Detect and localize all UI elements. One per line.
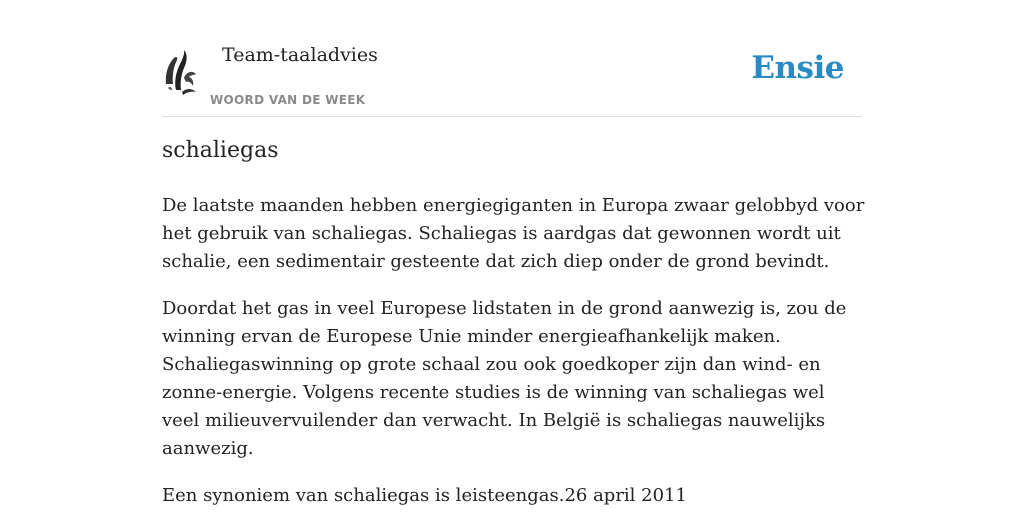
paragraph: De laatste maanden hebben energiegiganten in Europa zwaar gelobbyd voor het gebruik van schaliegas. Schaliegas is aardgas dat gewonnen wordt uit schalie, een sedimentair gesteente dat zich diep onder de grond bevindt. <box>162 195 865 272</box>
brand-name: Team-taaladvies <box>222 44 378 66</box>
synonym-line <box>162 482 867 510</box>
ensie-logo[interactable]: Ensie <box>751 50 844 86</box>
flemish-lion-logo-icon <box>162 48 198 96</box>
section-kicker: WOORD VAN DE WEEK <box>210 93 366 107</box>
paragraph: Doordat het gas in veel Europese lidstaten in de grond aanwezig is, zou de winning ervan de Europese Unie minder energieafhankelijk maken. Schaliegaswinning op grote schaal zou ook goedkoper zijn dan wind- en zonne-energie. Volgens recente studies is de winning van schaliegas wel veel milieuvervuilender dan verwacht. In België is schaliegas nauwelijks aanwezig. <box>162 298 847 459</box>
article-body <box>162 192 867 529</box>
synonym-text: Een synoniem van schaliegas is leisteengas. <box>162 485 565 506</box>
header <box>162 0 862 117</box>
article-date: 26 april 2011 <box>564 485 687 506</box>
article-title: schaliegas <box>162 138 279 163</box>
card <box>162 0 865 512</box>
